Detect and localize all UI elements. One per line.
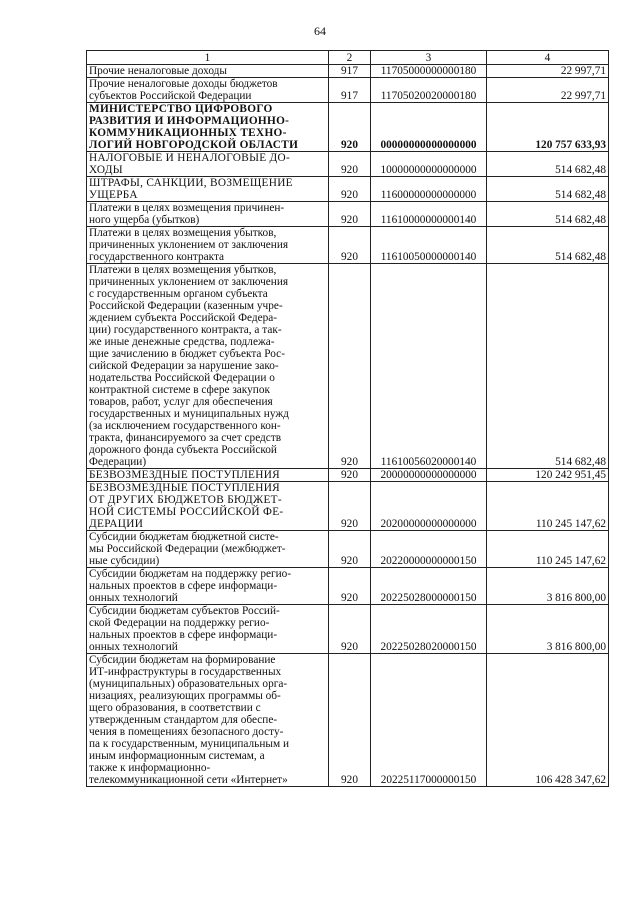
column-header-4: 4 (487, 51, 609, 65)
row-name-line: онных технологий (89, 592, 178, 604)
table-row (87, 654, 609, 787)
row-name-line: иным информационным системам, а (89, 750, 265, 762)
row-name-line: щие зачислению в бюджет субъекта Рос- (89, 348, 285, 360)
row-name-line: нодательства Российской Федерации о (89, 372, 275, 384)
row-name-line: нальных проектов в сфере информаци- (89, 629, 278, 641)
table-row (87, 605, 609, 654)
row-name-cell (87, 531, 329, 568)
row-name-cell (87, 177, 329, 202)
row-kbk-cell: 11705020020000180 (371, 78, 487, 103)
row-name-line: ОТ ДРУГИХ БЮДЖЕТОВ БЮДЖЕТ- (89, 494, 282, 506)
row-name-line: ного ущерба (убытков) (89, 214, 200, 226)
table-row (87, 78, 609, 103)
row-name-line: па к государственным, муниципальным и (89, 738, 289, 750)
row-name-line: ДЕРАЦИИ (89, 518, 144, 530)
row-amount-cell: 514 682,48 (487, 264, 609, 469)
row-name-line: щего образования, в соответствии с (89, 702, 261, 714)
row-name-line: причиненных уклонением от заключения (89, 239, 289, 251)
row-name-line: ные субсидии) (89, 555, 160, 567)
row-kbk-cell: 11610050000000140 (371, 227, 487, 264)
row-name-line: сийской Федерации за нарушение зако- (89, 360, 279, 372)
row-kbk-cell: 11610000000000140 (371, 202, 487, 227)
row-name-cell (87, 264, 329, 469)
row-amount-cell: 106 428 347,62 (487, 654, 609, 787)
table-row (87, 103, 609, 152)
row-amount-cell: 22 997,71 (487, 78, 609, 103)
row-name-line: БЕЗВОЗМЕЗДНЫЕ ПОСТУПЛЕНИЯ (89, 469, 280, 481)
column-header-1: 1 (87, 51, 329, 65)
row-amount-cell: 120 242 951,45 (487, 469, 609, 482)
row-kbk-cell: 00000000000000000 (371, 103, 487, 152)
row-name-line: Субсидии бюджетам бюджетной систе- (89, 531, 279, 543)
row-admin-code-cell: 920 (329, 202, 371, 227)
row-name-line: государственных и муниципальных нужд (89, 408, 289, 420)
row-name-line: мы Российской Федерации (межбюджет- (89, 543, 286, 555)
row-name-line: Платежи в целях возмещения убытков, (89, 264, 277, 276)
row-amount-cell: 3 816 800,00 (487, 605, 609, 654)
row-name-cell (87, 78, 329, 103)
row-name-cell (87, 568, 329, 605)
row-name-cell (87, 202, 329, 227)
row-admin-code-cell: 920 (329, 531, 371, 568)
row-kbk-cell: 20225028020000150 (371, 605, 487, 654)
row-name-line: ИТ-инфраструктуры в государственных (89, 666, 282, 678)
row-kbk-cell: 20200000000000000 (371, 482, 487, 531)
row-name-cell (87, 605, 329, 654)
row-name-cell (87, 482, 329, 531)
row-admin-code-cell: 920 (329, 152, 371, 177)
column-header-3: 3 (371, 51, 487, 65)
row-amount-cell: 110 245 147,62 (487, 531, 609, 568)
row-kbk-cell: 11610056020000140 (371, 264, 487, 469)
row-admin-code-cell: 920 (329, 654, 371, 787)
row-name-line: Субсидии бюджетам на формирование (89, 654, 276, 666)
row-admin-code-cell: 920 (329, 568, 371, 605)
table-row (87, 65, 609, 78)
row-name-line: ской Федерации на поддержку регио- (89, 617, 270, 629)
row-name-line: МИНИСТЕРСТВО ЦИФРОВОГО (89, 103, 273, 115)
row-kbk-cell: 20225028000000150 (371, 568, 487, 605)
column-header-2: 2 (329, 51, 371, 65)
row-name-line: Федерации) (89, 456, 147, 468)
row-name-cell (87, 152, 329, 177)
row-name-line: НАЛОГОВЫЕ И НЕНАЛОГОВЫЕ ДО- (89, 152, 291, 164)
row-kbk-cell: 20225117000000150 (371, 654, 487, 787)
row-name-line: нальных проектов в сфере информаци- (89, 580, 278, 592)
row-name-cell (87, 65, 329, 78)
row-admin-code-cell: 920 (329, 103, 371, 152)
row-name-line: Субсидии бюджетам на поддержку регио- (89, 568, 292, 580)
row-name-line: товаров, работ, услуг для обеспечения (89, 396, 273, 408)
row-name-line: ждением субъекта Российской Федера- (89, 312, 278, 324)
row-name-line: субъектов Российской Федерации (89, 90, 252, 102)
row-name-line: КОММУНИКАЦИОННЫХ ТЕХНО- (89, 127, 287, 139)
row-name-line: тракта, финансируемого за счет средств (89, 432, 282, 444)
row-admin-code-cell: 920 (329, 264, 371, 469)
row-name-line: причиненных уклонением от заключения (89, 276, 289, 288)
row-name-line: также к информационно- (89, 762, 211, 774)
row-name-line: онных технологий (89, 641, 178, 653)
row-admin-code-cell: 917 (329, 65, 371, 78)
row-amount-cell: 22 997,71 (487, 65, 609, 78)
table-row (87, 469, 609, 482)
table-row (87, 531, 609, 568)
table-row (87, 152, 609, 177)
row-kbk-cell: 20220000000000150 (371, 531, 487, 568)
row-name-line: ЛОГИЙ НОВГОРОДСКОЙ ОБЛАСТИ (89, 139, 299, 151)
row-kbk-cell: 20000000000000000 (371, 469, 487, 482)
row-name-line: низациях, реализующих программы об- (89, 690, 281, 702)
page-number: 64 (314, 24, 326, 38)
table-row (87, 177, 609, 202)
budget-revenue-table (86, 50, 609, 787)
row-name-line: утвержденным стандартом для обеспе- (89, 714, 278, 726)
row-name-line: БЕЗВОЗМЕЗДНЫЕ ПОСТУПЛЕНИЯ (89, 482, 280, 494)
row-kbk-cell: 11705000000000180 (371, 65, 487, 78)
row-amount-cell: 120 757 633,93 (487, 103, 609, 152)
row-amount-cell: 514 682,48 (487, 227, 609, 264)
row-name-line: контрактной системе в сфере закупок (89, 384, 270, 396)
row-name-line: с государственным органом субъекта (89, 288, 268, 300)
row-kbk-cell: 11600000000000000 (371, 177, 487, 202)
table-row (87, 264, 609, 469)
row-amount-cell: 514 682,48 (487, 202, 609, 227)
row-kbk-cell: 10000000000000000 (371, 152, 487, 177)
row-name-line: НОЙ СИСТЕМЫ РОССИЙСКОЙ ФЕ- (89, 506, 284, 518)
row-amount-cell: 110 245 147,62 (487, 482, 609, 531)
row-name-cell (87, 654, 329, 787)
row-name-line: ШТРАФЫ, САНКЦИИ, ВОЗМЕЩЕНИЕ (89, 177, 293, 189)
row-name-line: (муниципальных) образовательных орга- (89, 678, 288, 690)
row-name-line: Российской Федерации (казенным учре- (89, 300, 283, 312)
row-name-line: Платежи в целях возмещения убытков, (89, 227, 277, 239)
row-name-line: РАЗВИТИЯ И ИНФОРМАЦИОННО- (89, 115, 290, 127)
row-name-line: дорожного фонда субъекта Российской (89, 444, 277, 456)
row-amount-cell: 514 682,48 (487, 177, 609, 202)
row-amount-cell: 514 682,48 (487, 152, 609, 177)
row-name-line: государственного контракта (89, 251, 225, 263)
row-name-line: ХОДЫ (89, 164, 123, 176)
row-name-line: телекоммуникационной сети «Интернет» (89, 774, 288, 786)
table-row (87, 482, 609, 531)
row-name-line: (за исключением государственного кон- (89, 420, 281, 432)
table-row (87, 202, 609, 227)
row-name-line: Платежи в целях возмещения причинен- (89, 202, 285, 214)
row-name-line: Прочие неналоговые доходы (89, 65, 227, 77)
row-name-line: УЩЕРБА (89, 189, 138, 201)
row-admin-code-cell: 917 (329, 78, 371, 103)
row-admin-code-cell: 920 (329, 482, 371, 531)
table-row (87, 227, 609, 264)
row-name-cell (87, 227, 329, 264)
row-admin-code-cell: 920 (329, 227, 371, 264)
row-name-line: Субсидии бюджетам субъектов Россий- (89, 605, 280, 617)
row-name-cell (87, 469, 329, 482)
row-amount-cell: 3 816 800,00 (487, 568, 609, 605)
row-admin-code-cell: 920 (329, 605, 371, 654)
table-header-row (87, 51, 609, 65)
row-name-line: Прочие неналоговые доходы бюджетов (89, 78, 278, 90)
row-admin-code-cell: 920 (329, 177, 371, 202)
row-admin-code-cell: 920 (329, 469, 371, 482)
row-name-line: ции) государственного контракта, а так- (89, 324, 282, 336)
row-name-cell (87, 103, 329, 152)
table-row (87, 568, 609, 605)
row-name-line: же иные денежные средства, подлежа- (89, 336, 275, 348)
row-name-line: чения в помещениях безопасного досту- (89, 726, 284, 738)
